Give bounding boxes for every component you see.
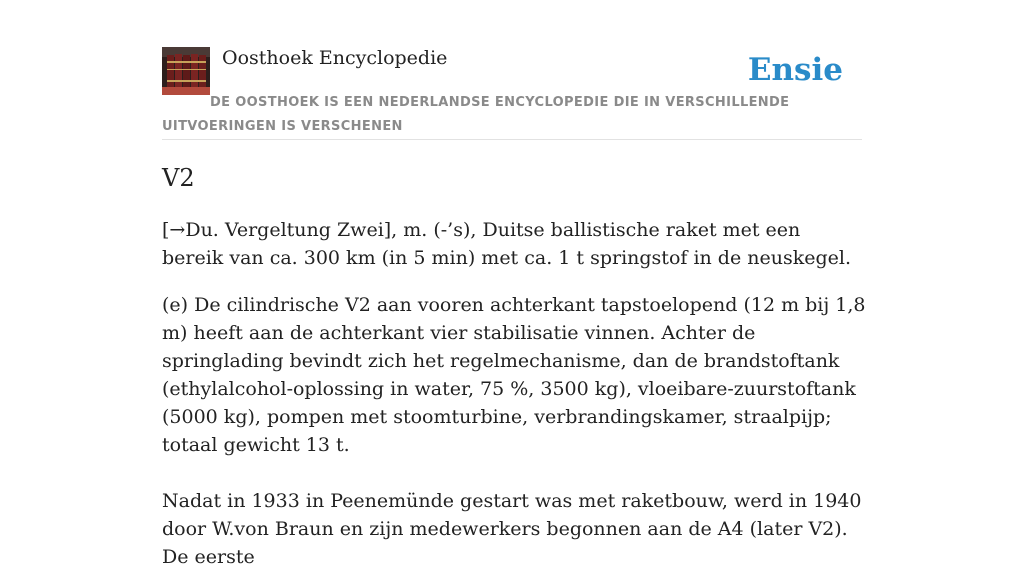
site-tagline: DE OOSTHOEK IS EEN NEDERLANDSE ENCYCLOPEDIE DIE IN VERSCHILLENDE UITVOERINGEN IS VERSCHENEN [162,95,790,134]
article-definition: [→Du. Vergeltung Zwei], m. (-’s), Duitse ballistische raket met een bereik van ca. 300 km (in 5 min) met ca. 1 t springstof in de neuskegel. [162,219,852,269]
article-body: (e) De cilindrische V2 aan vooren achterkant tapstoelopend (12 m bij 1,8 m) heeft aan de achterkant vier stabilisatie vinnen. Achter de springlading bevindt zich het regelmechanisme, dan de brandstoftank (ethylalcohol-oplossing in water, 75 %, 3500 kg), vloeibare-zuurstoftank (5000 kg), pompen met stoomturbine, verbrandingskamer, straalpijp; totaal gewicht 13 t. Nadat in 1933 in Peenemünde gestart was met raketbouw, werd in 1940 door W.von Braun en zijn medewerkers begonnen aan de A4 (later V2). De eerste [162,294,866,568]
site-header [162,46,862,140]
article-title: V2 [162,164,195,192]
brand-logo[interactable]: Ensie [747,52,843,88]
site-avatar[interactable] [162,47,210,95]
encyclopedia-books-icon [162,47,210,95]
article-content [162,216,867,571]
site-name[interactable]: Oosthoek Encyclopedie [222,47,448,69]
